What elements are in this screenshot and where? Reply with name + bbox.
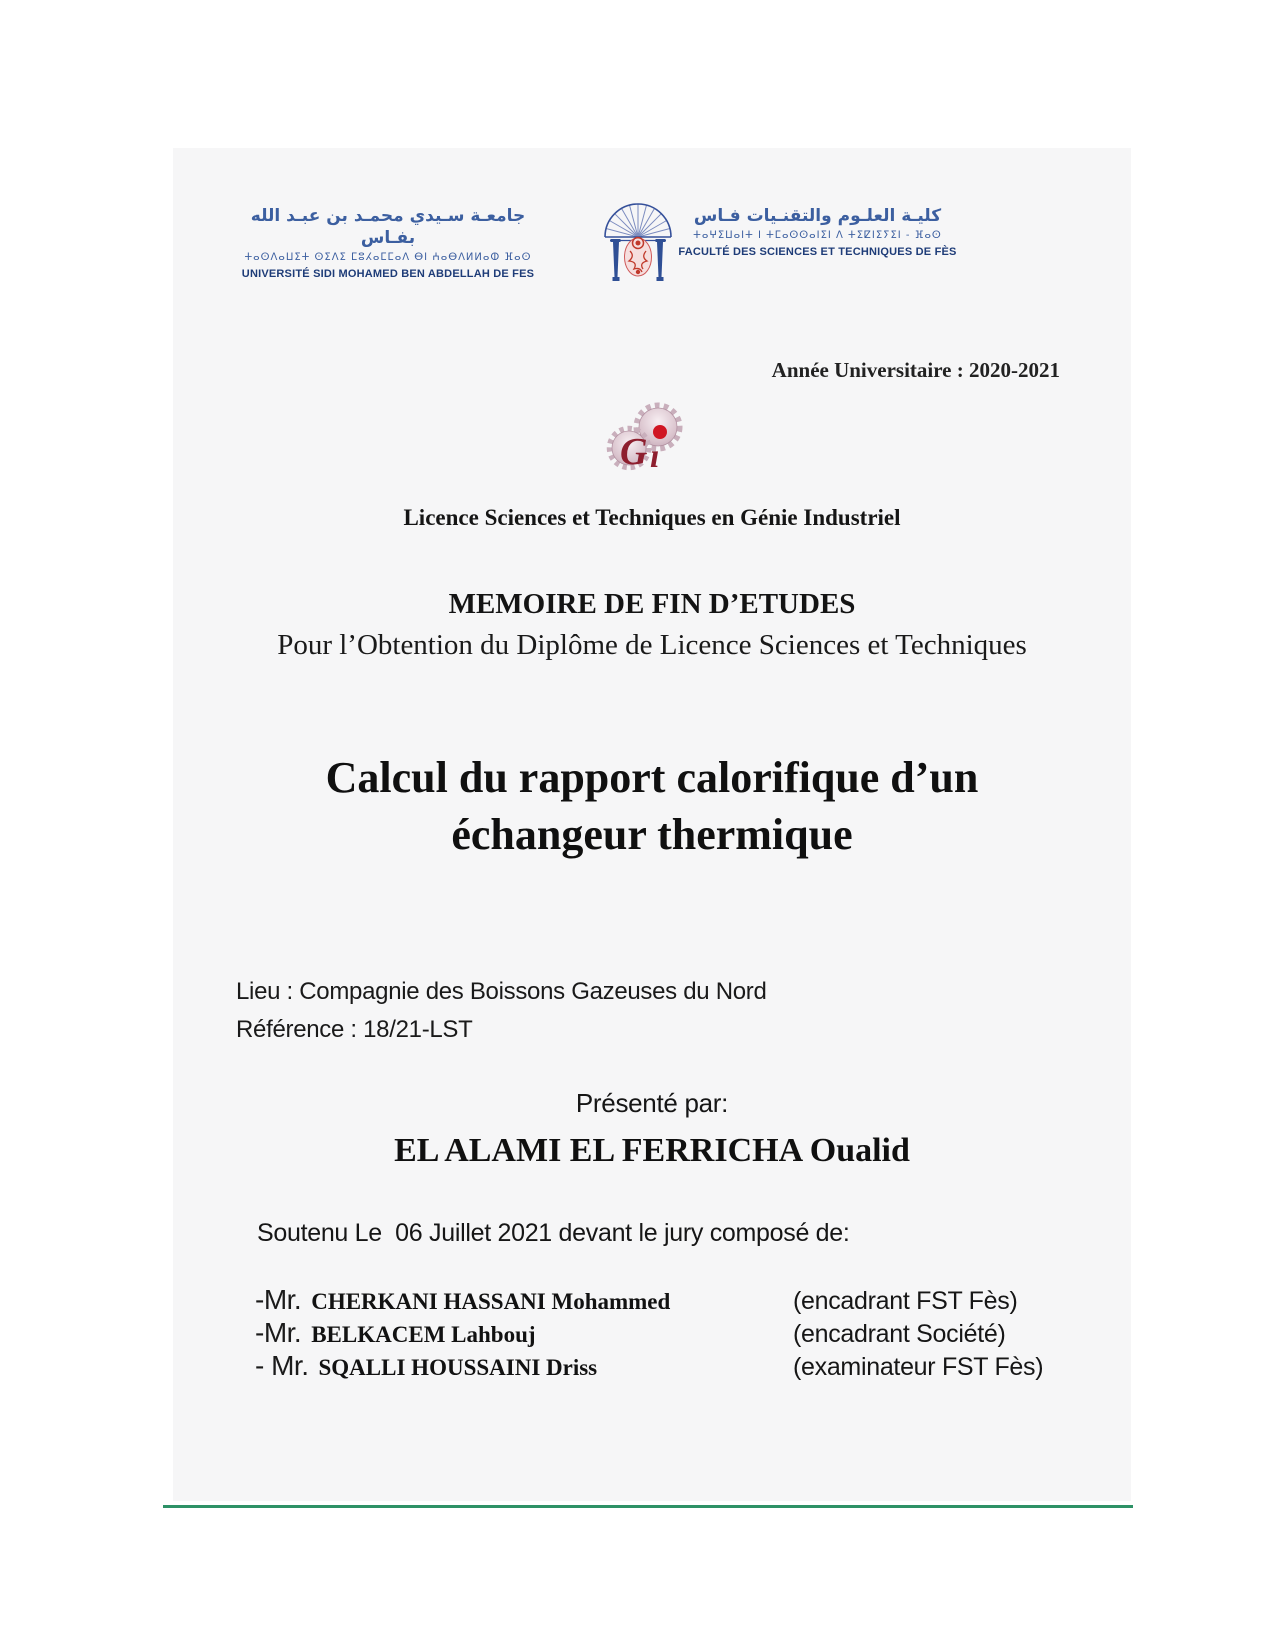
author-name: EL ALAMI EL FERRICHA Oualid — [394, 1132, 910, 1169]
gear-icon — [601, 401, 687, 479]
jury-member-role: (examinateur FST Fès) — [793, 1353, 1044, 1381]
faculty-name-latin: FACULTÉ DES SCIENCES ET TECHNIQUES DE FÈS — [678, 246, 957, 258]
thesis-title — [173, 749, 1131, 863]
university-crest-icon — [600, 193, 676, 285]
jury-member-row — [255, 1350, 1085, 1383]
jury-member-name: BELKACEM Lahbouj — [311, 1322, 536, 1347]
university-name-arabic: جامعـة سـيدي محمـد بن عبـد الله بفـاس — [250, 206, 526, 248]
jury-title-prefix: -Mr. — [255, 1284, 302, 1315]
memoire-subheading: Pour l’Obtention du Diplôme de Licence Sciences et Techniques — [277, 629, 1027, 661]
jury-member-role: (encadrant FST Fès) — [793, 1287, 1018, 1315]
university-letterhead-block — [233, 205, 543, 281]
jury-member-name: CHERKANI HASSANI Mohammed — [311, 1289, 671, 1314]
reference-line: Référence : 18/21-LST — [236, 1016, 473, 1043]
footer-rule — [163, 1505, 1133, 1508]
jury-title-prefix: -Mr. — [255, 1317, 302, 1348]
gi-letter-g: G — [620, 431, 648, 473]
jury-member-row — [255, 1284, 1085, 1317]
jury-member-name: SQALLI HOUSSAINI Driss — [318, 1355, 598, 1380]
university-crest-icon — [600, 193, 676, 285]
jury-member-row — [255, 1317, 1085, 1350]
university-name-latin: UNIVERSITÉ SIDI MOHAMED BEN ABDELLAH DE FES — [241, 268, 535, 280]
location-line: Lieu : Compagnie des Boissons Gazeuses du Nord — [236, 978, 767, 1005]
jury-list — [255, 1284, 1085, 1383]
program-name: Licence Sciences et Techniques en Génie Industriel — [403, 505, 901, 530]
gi-dot-icon — [653, 425, 667, 439]
faculty-name-tifinagh: ⵜⴰⵖⵉⵡⴰⵏⵜ ⵏ ⵜⵎⴰⵙⵙⴰⵏⵉⵏ ⴷ ⵜⵉⵇⵏⵉⵢⵉⵏ - ⴼⴰⵙ — [693, 230, 942, 241]
memoire-heading: MEMOIRE DE FIN D’ETUDES — [448, 588, 856, 620]
academic-year: Année Universitaire : 2020-2021 — [771, 358, 1060, 382]
location-reference-block — [236, 973, 767, 1049]
jury-title-prefix: - Mr. — [255, 1350, 309, 1381]
faculty-name-arabic: كليـة العلـوم والتقنـيات فـاس — [693, 206, 942, 226]
gi-letter-i: ı — [650, 438, 660, 475]
thesis-title-text: Calcul du rapport calorifique d’un échangeur thermique — [325, 753, 979, 859]
defense-date-line: Soutenu Le 06 Juillet 2021 devant le jury composé de: — [257, 1219, 850, 1247]
presented-by-label: Présenté par: — [575, 1088, 729, 1118]
genie-industriel-logo — [601, 401, 687, 479]
faculty-letterhead-block — [670, 205, 965, 259]
jury-member-role: (encadrant Société) — [793, 1320, 1006, 1348]
thesis-cover-page — [173, 148, 1131, 1501]
university-name-tifinagh: ⵜⴰⵙⴷⴰⵡⵉⵜ ⵙⵉⴷⵉ ⵎⵓⵃⴰⵎⵎⴰⴷ ⴱⵏ ⵄⴰⴱⴷⵍⵍⴰⵀ ⴼⴰⵙ — [244, 252, 532, 263]
